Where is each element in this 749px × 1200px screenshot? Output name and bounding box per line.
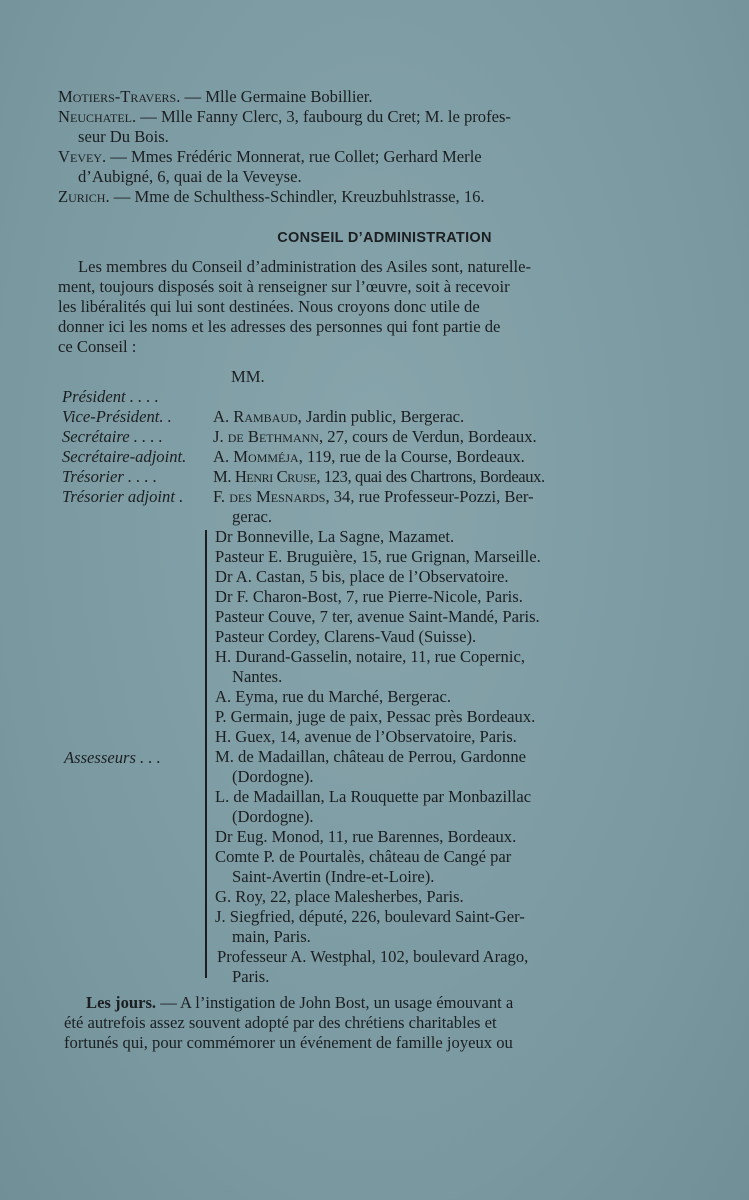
brace-line <box>205 530 215 978</box>
assessor-item: Comte P. de Pourtalès, château de Cangé par <box>215 847 512 866</box>
role-secretary-adjoint: Secrétaire-adjoint. <box>62 447 187 466</box>
place-name: Neuchatel. <box>58 107 137 126</box>
officer-treasurer-adjoint-cont: gerac. <box>232 507 273 526</box>
role-treasurer-adjoint: Trésorier adjoint . <box>62 487 184 506</box>
jours-line: Les jours. — A l’instigation de John Bost, un usage émouvant a <box>86 993 514 1012</box>
entry-neuchatel-cont: seur Du Bois. <box>78 127 169 146</box>
intro-line: les libéralités qui lui sont destinées. Nous croyons donc utile de <box>58 297 480 316</box>
assessor-item: L. de Madaillan, La Rouquette par Monbazillac <box>215 787 532 806</box>
entry-vevey-cont: d’Aubigné, 6, quai de la Veveyse. <box>78 167 302 186</box>
assessor-item-cont: (Dordogne). <box>232 807 314 826</box>
intro-line: ce Conseil : <box>58 337 137 356</box>
assessor-item-cont: Nantes. <box>232 667 283 686</box>
assessor-item: M. de Madaillan, château de Perrou, Gardonne <box>215 747 527 766</box>
assessor-item-cont: Paris. <box>232 967 270 986</box>
jours-line: fortunés qui, pour commémorer un événement de famille joyeux ou <box>64 1033 513 1052</box>
officer-secretary: J. de Bethmann, 27, cours de Verdun, Bordeaux. <box>213 427 537 446</box>
assessor-item: Pasteur Cordey, Clarens-Vaud (Suisse). <box>215 627 477 646</box>
assessor-item: G. Roy, 22, place Malesherbes, Paris. <box>215 887 464 906</box>
assessor-item: P. Germain, juge de paix, Pessac près Bordeaux. <box>215 707 536 726</box>
place-name: Vevey. <box>58 147 107 166</box>
assessor-item-cont: Saint-Avertin (Indre-et-Loire). <box>232 867 435 886</box>
officer-treasurer-adjoint: F. des Mesnards, 34, rue Professeur-Pozzi, Ber- <box>213 487 534 506</box>
assessor-item-cont: (Dordogne). <box>232 767 314 786</box>
assessor-item: Professeur A. Westphal, 102, boulevard Arago, <box>217 947 529 966</box>
assessor-item: J. Siegfried, député, 226, boulevard Saint-Ger- <box>215 907 525 926</box>
officer-secretary-adjoint: A. Momméja, 119, rue de la Course, Bordeaux. <box>213 447 525 466</box>
role-vice-president: Vice-Président. . <box>62 407 172 426</box>
role-treasurer: Trésorier . . . . <box>62 467 157 486</box>
section-heading: CONSEIL D’ADMINISTRATION <box>277 230 492 246</box>
assessor-item: H. Guex, 14, avenue de l’Observatoire, Paris. <box>215 727 517 746</box>
mm-label: MM. <box>231 367 265 386</box>
jours-line: été autrefois assez souvent adopté par des chrétiens charitables et <box>64 1013 497 1032</box>
assessor-item: Pasteur E. Bruguière, 15, rue Grignan, Marseille. <box>215 547 541 566</box>
assessor-item: H. Durand-Gasselin, notaire, 11, rue Copernic, <box>215 647 525 666</box>
entry-neuchatel: Neuchatel. — Mlle Fanny Clerc, 3, faubourg du Cret; M. le profes- <box>58 107 511 126</box>
assessor-item: Dr F. Charon-Bost, 7, rue Pierre-Nicole, Paris. <box>215 587 523 606</box>
officer-treasurer: M. Henri Cruse, 123, quai des Chartrons, Bordeaux. <box>213 467 545 486</box>
role-president: Président . . . . <box>62 387 159 406</box>
intro-line: ment, toujours disposés soit à renseigner sur l’œuvre, soit à recevoir <box>58 277 510 296</box>
assessor-item: Dr Bonneville, La Sagne, Mazamet. <box>215 527 455 546</box>
place-name: Zurich. <box>58 187 110 206</box>
intro-line: Les membres du Conseil d’administration des Asiles sont, naturelle- <box>78 257 532 276</box>
entry-motiers: Motiers-Travers. — Mlle Germaine Bobillier. <box>58 87 373 106</box>
officer-vice-president: A. Rambaud, Jardin public, Bergerac. <box>213 407 465 426</box>
intro-line: donner ici les noms et les adresses des personnes qui font partie de <box>58 317 501 336</box>
jours-title: Les jours. <box>86 993 157 1012</box>
role-assessors: Assesseurs . . . <box>64 748 161 767</box>
entry-zurich: Zurich. — Mme de Schulthess-Schindler, Kreuzbuhlstrasse, 16. <box>58 187 485 206</box>
entry-vevey: Vevey. — Mmes Frédéric Monnerat, rue Collet; Gerhard Merle <box>58 147 482 166</box>
assessor-item: Dr A. Castan, 5 bis, place de l’Observatoire. <box>215 567 509 586</box>
role-secretary: Secrétaire . . . . <box>62 427 163 446</box>
place-name: Motiers-Travers. <box>58 87 181 106</box>
assessor-item: A. Eyma, rue du Marché, Bergerac. <box>215 687 452 706</box>
assessor-item-cont: main, Paris. <box>232 927 311 946</box>
assessor-item: Dr Eug. Monod, 11, rue Barennes, Bordeaux. <box>215 827 517 846</box>
assessor-item: Pasteur Couve, 7 ter, avenue Saint-Mandé, Paris. <box>215 607 540 626</box>
